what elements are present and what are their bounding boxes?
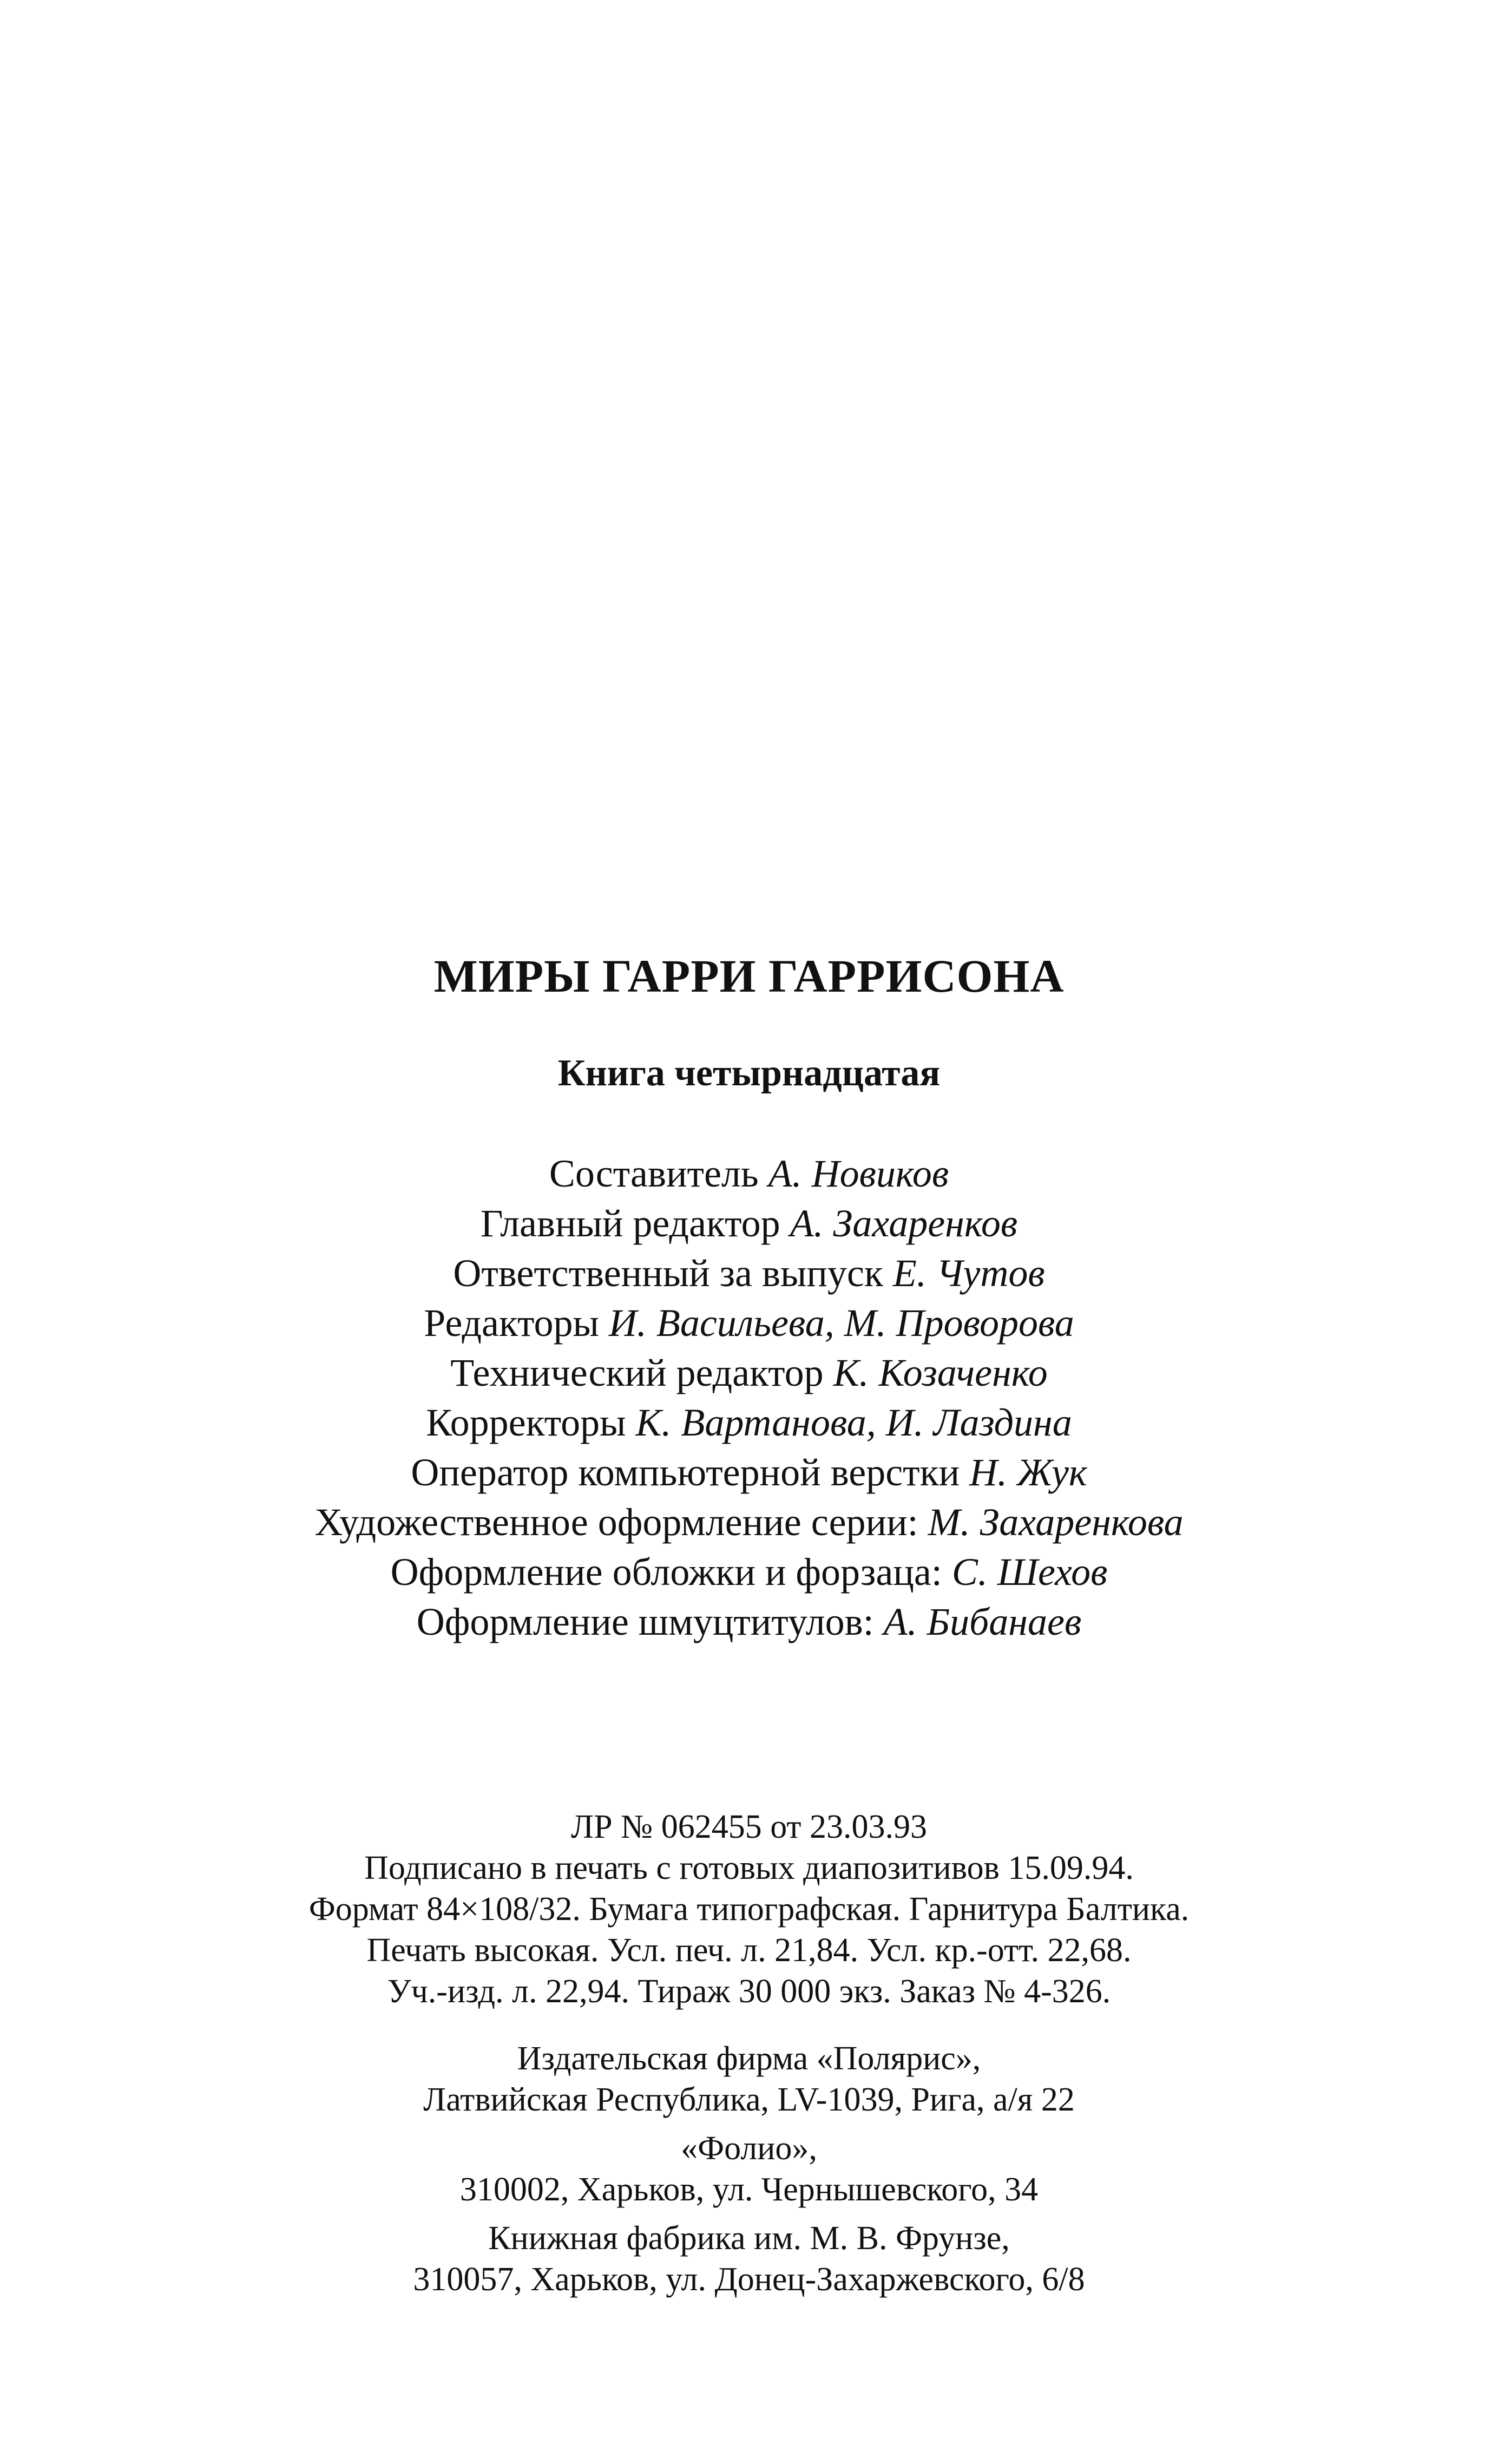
credit-role: Художественное оформление серии: xyxy=(314,1500,918,1544)
credit-name: А. Захаренков xyxy=(790,1202,1018,1245)
credit-proofreaders xyxy=(0,1403,1498,1442)
printer-address: 310057, Харьков, ул. Донец-Захаржевского, 6/8 xyxy=(413,2261,1085,2298)
credit-role: Оператор компьютерной верстки xyxy=(411,1451,960,1494)
publisher-name: Издательская фирма «Полярис», xyxy=(517,2040,981,2077)
series-title: МИРЫ ГАРРИ ГАРРИСОНА xyxy=(433,950,1065,1002)
credit-role: Корректоры xyxy=(426,1401,626,1444)
credit-editors xyxy=(0,1301,1498,1345)
credit-name: С. Шехов xyxy=(951,1550,1108,1594)
credit-name: К. Козаченко xyxy=(833,1351,1048,1394)
credit-role: Ответственный за выпуск xyxy=(453,1251,883,1295)
credit-compiler xyxy=(0,1154,1498,1193)
credit-half-title-design xyxy=(0,1602,1498,1641)
copublisher-name: «Фолио», xyxy=(681,2130,817,2167)
imprint-run: Уч.-изд. л. 22,94. Тираж 30 000 экз. Заказ № 4-326. xyxy=(387,1973,1111,2010)
imprint-format: Формат 84×108/32. Бумага типографская. Гарнитура Балтика. xyxy=(308,1891,1190,1928)
credit-series-design xyxy=(0,1500,1498,1544)
credit-role: Главный редактор xyxy=(480,1202,780,1245)
publisher-address: Латвийская Республика, LV-1039, Рига, а/я 22 xyxy=(423,2081,1075,2118)
credit-cover-design xyxy=(0,1550,1498,1594)
credit-tech-editor xyxy=(0,1353,1498,1392)
credit-role: Оформление шмуцтитулов: xyxy=(416,1600,874,1643)
printer-name: Книжная фабрика им. М. В. Фрунзе, xyxy=(488,2220,1010,2257)
copublisher-address: 310002, Харьков, ул. Чернышевского, 34 xyxy=(459,2171,1039,2208)
credit-name: А. Новиков xyxy=(768,1152,949,1195)
credit-layout-operator xyxy=(0,1453,1498,1492)
imprint-print: Печать высокая. Усл. печ. л. 21,84. Усл. кр.-отт. 22,68. xyxy=(366,1932,1132,1969)
credit-name: Н. Жук xyxy=(969,1451,1087,1494)
credit-role: Составитель xyxy=(549,1152,759,1195)
credit-name: И. Васильева, М. Проворова xyxy=(608,1301,1074,1345)
credit-role: Редакторы xyxy=(424,1301,599,1345)
credit-name: А. Бибанаев xyxy=(883,1600,1082,1643)
imprint-license: ЛР № 062455 от 23.03.93 xyxy=(571,1808,927,1845)
credit-role: Технический редактор xyxy=(450,1351,824,1394)
credit-responsible xyxy=(0,1251,1498,1295)
credit-name: К. Вартанова, И. Лаздина xyxy=(635,1401,1072,1444)
credit-role: Оформление обложки и форзаца: xyxy=(390,1550,942,1594)
imprint-signed: Подписано в печать с готовых диапозитивов 15.09.94. xyxy=(364,1850,1134,1886)
book-number: Книга четырнадцатая xyxy=(557,1052,941,1094)
credit-chief-editor xyxy=(0,1204,1498,1243)
credit-name: М. Захаренкова xyxy=(928,1500,1184,1544)
credit-name: Е. Чутов xyxy=(892,1251,1045,1295)
